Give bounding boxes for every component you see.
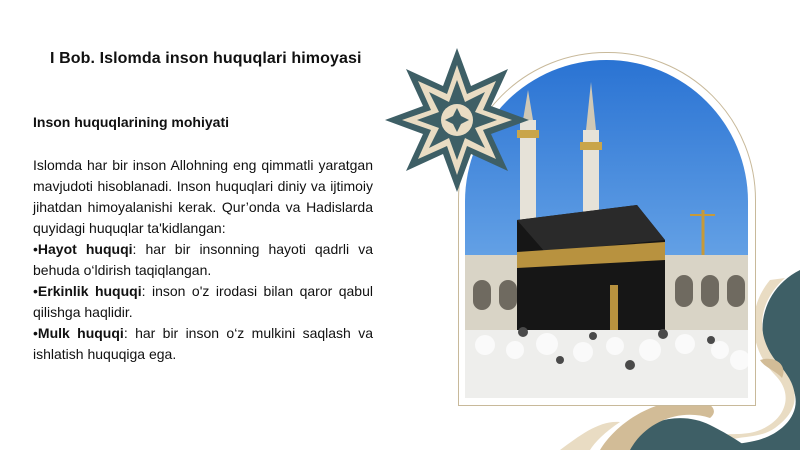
bullet-term: Erkinlik huquqi	[37, 283, 142, 299]
slide-title: I Bob. Islomda inson huquqlari himoyasi	[50, 50, 362, 67]
bullet-text: : har bir insonning hayoti qadrli va behuda o‘ldirish taqiqlangan.	[33, 241, 373, 278]
body-text	[33, 155, 373, 365]
bullet-life-right	[33, 239, 373, 281]
bullet-text: : har bir inson o‘z mulkini saqlash va ishlatish huquqiga ega.	[33, 325, 373, 362]
bullet-term: Hayot huquqi	[37, 241, 133, 257]
intro-paragraph: Islomda har bir inson Allohning eng qimmatli yaratgan mavjudoti hisoblanadi. Inson huquqlari diniy va ijtimoiy jihatdan himoyalanishi kerak. Qur’onda va Hadislarda quyidagi huquqlar ta'kidlangan:	[33, 157, 373, 236]
bullet-marker: •	[33, 283, 38, 299]
bullet-property-right	[33, 323, 373, 365]
islamic-star-ornament-icon	[382, 45, 532, 195]
bullet-term: Mulk huquqi	[37, 325, 124, 341]
section-subtitle: Inson huquqlarining mohiyati	[33, 114, 229, 130]
bullet-text: : inson o'z irodasi bilan qaror qabul qilishga haqlidir.	[33, 283, 373, 320]
bullet-marker: •	[33, 325, 38, 341]
bullet-freedom-right	[33, 281, 373, 323]
bullet-marker: •	[33, 241, 38, 257]
